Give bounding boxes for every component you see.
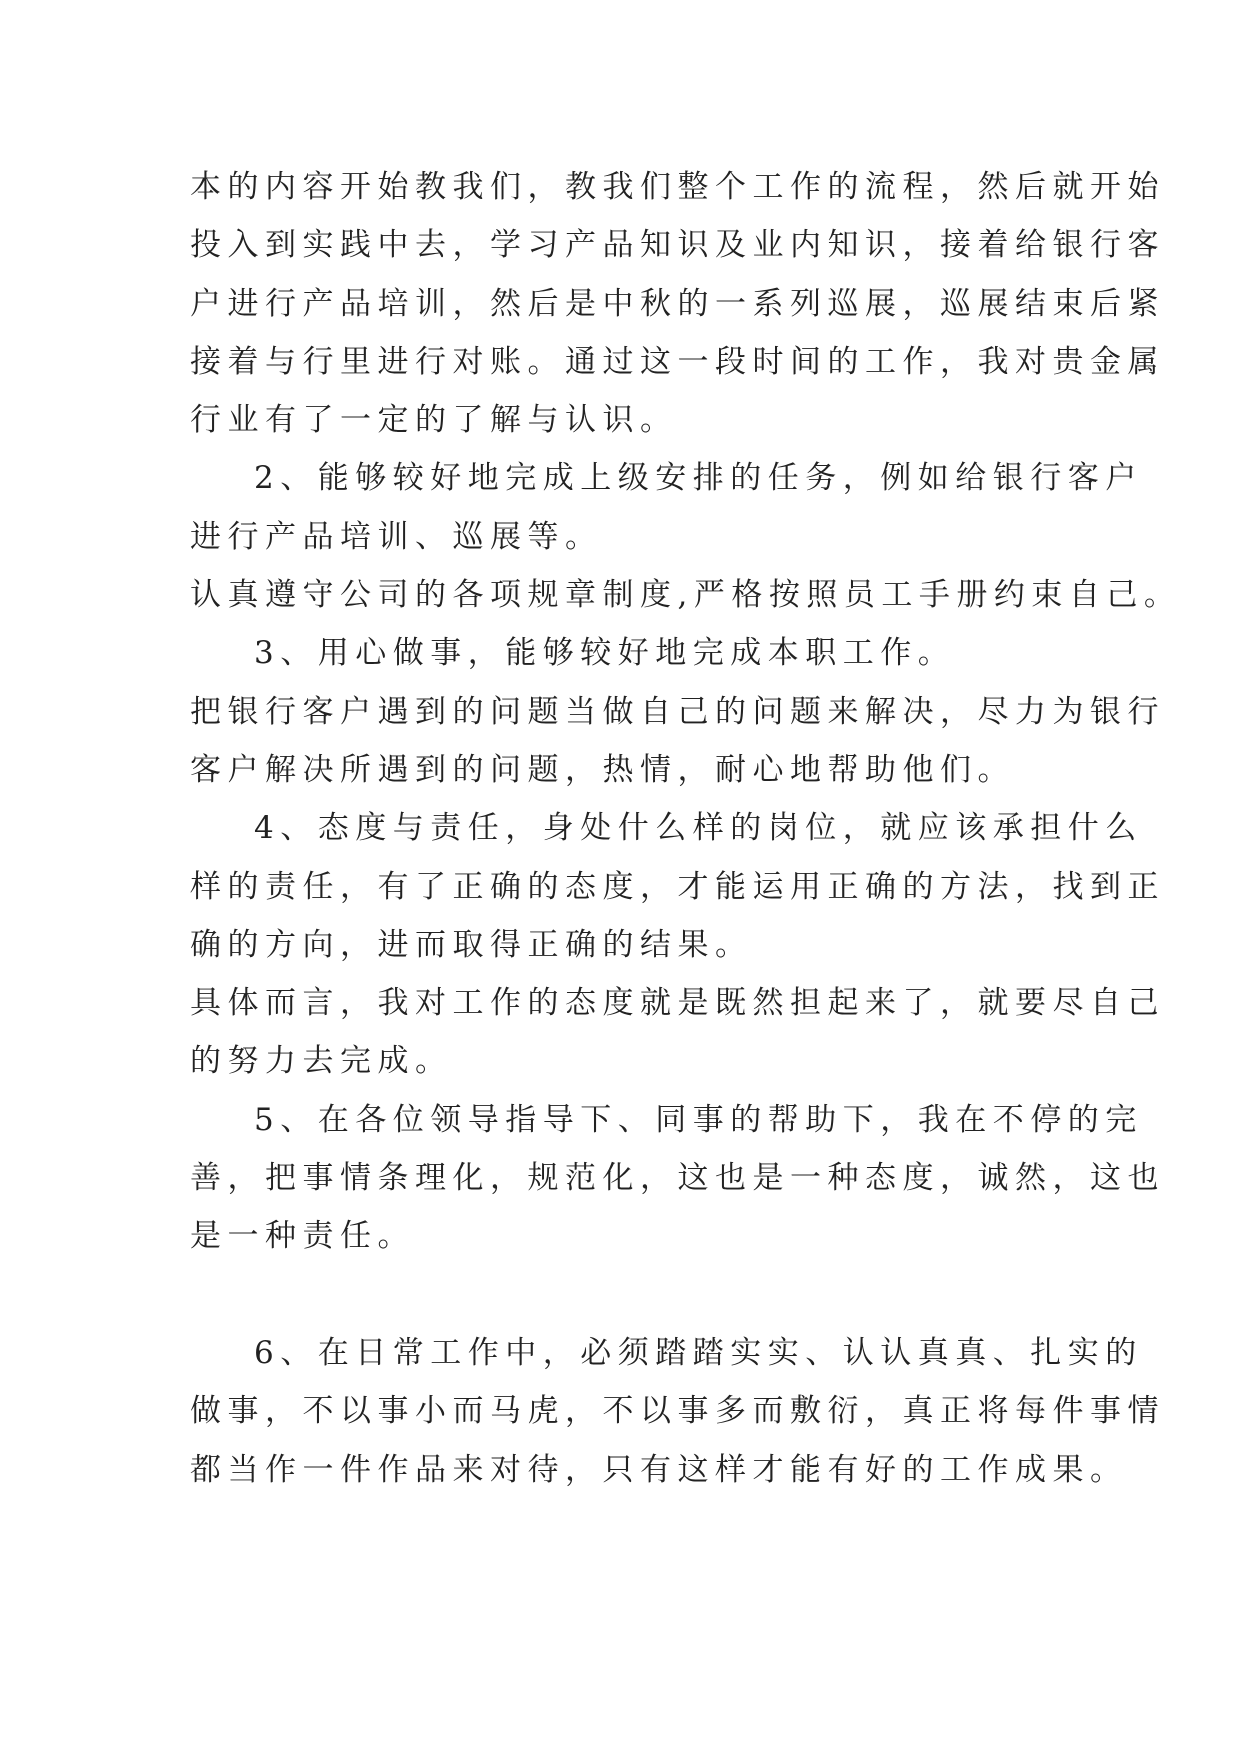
text-line: 客户解决所遇到的问题，热情，耐心地帮助他们。: [190, 751, 1015, 788]
text-line: 4、态度与责任，身处什么样的岗位，就应该承担什么: [254, 810, 1143, 847]
text-line: 认真遵守公司的各项规章制度,严格按照员工手册约束自己。: [190, 577, 1182, 614]
text-line: 投入到实践中去，学习产品知识及业内知识，接着给银行客: [190, 227, 1165, 264]
text-line: 5、在各位领导指导下、同事的帮助下，我在不停的完: [254, 1101, 1143, 1138]
text-line: 进行产品培训、巡展等。: [190, 518, 603, 555]
text-line: 善，把事情条理化，规范化，这也是一种态度，诚然，这也: [190, 1160, 1165, 1197]
text-line: 是一种责任。: [190, 1218, 415, 1255]
text-line: 2、能够较好地完成上级安排的任务，例如给银行客户: [254, 460, 1143, 497]
text-line: 本的内容开始教我们，教我们整个工作的流程，然后就开始: [190, 169, 1165, 205]
text-line: 接着与行里进行对账。通过这一段时间的工作，我对贵金属: [190, 343, 1165, 380]
text-line: 的努力去完成。: [190, 1043, 453, 1080]
text-line: 把银行客户遇到的问题当做自己的问题来解决，尽力为银行: [190, 693, 1165, 730]
text-line: 确的方向，进而取得正确的结果。: [190, 926, 753, 963]
text-line: 行业有了一定的了解与认识。: [190, 402, 678, 439]
text-line: 样的责任，有了正确的态度，才能运用正确的方法，找到正: [190, 868, 1165, 905]
text-line: 户进行产品培训，然后是中秋的一系列巡展，巡展结束后紧: [190, 285, 1165, 322]
text-line: 具体而言，我对工作的态度就是既然担起来了，就要尽自己: [190, 985, 1165, 1022]
paragraph-gap: [190, 1266, 1068, 1324]
text-line: 做事，不以事小而马虎，不以事多而敷衍，真正将每件事情: [190, 1393, 1165, 1430]
text-line: 3、用心做事，能够较好地完成本职工作。: [254, 635, 956, 672]
text-line: 都当作一件作品来对待，只有这样才能有好的工作成果。: [190, 1451, 1128, 1488]
text-line: 6、在日常工作中，必须踏踏实实、认认真真、扎实的: [254, 1334, 1143, 1371]
body-text: [190, 158, 1182, 1499]
